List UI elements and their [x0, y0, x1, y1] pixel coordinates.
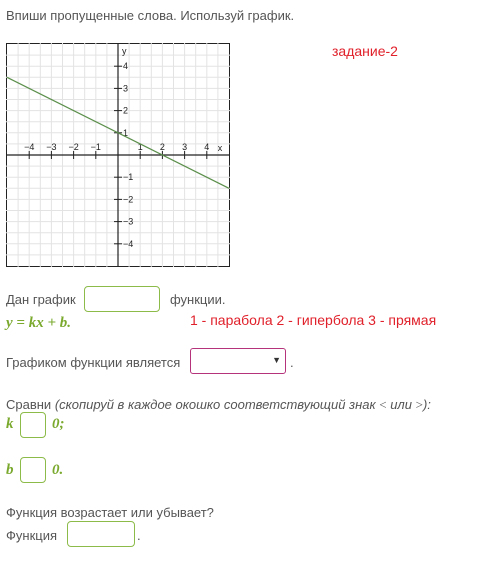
- y-tick-label: 2: [123, 105, 129, 116]
- y-tick-label: −1: [123, 172, 134, 183]
- sign-gt: >: [415, 397, 423, 412]
- k-compare-input[interactable]: [20, 412, 46, 438]
- k-label: k: [6, 416, 14, 432]
- sign-lt: <: [379, 397, 387, 412]
- x-tick-label: −2: [68, 142, 79, 152]
- hint-text: 1 - парабола 2 - гипербола 3 - прямая: [190, 312, 437, 328]
- x-tick-label: 1: [137, 142, 143, 152]
- q3-note-end: ):: [422, 397, 431, 412]
- b-label: b: [6, 462, 14, 478]
- x-axis-label: x: [217, 143, 223, 153]
- q3-prefix: Сравни: [6, 397, 52, 412]
- x-tick-label: 4: [204, 142, 210, 152]
- y-tick-label: −3: [123, 216, 134, 227]
- b-compare-input[interactable]: [20, 457, 46, 483]
- y-axis-label: y: [122, 46, 127, 56]
- x-tick-label: −3: [46, 142, 57, 152]
- q3-line: [6, 397, 431, 413]
- x-tick-label: −4: [24, 142, 35, 152]
- q2-suffix: .: [290, 355, 294, 370]
- instruction-text: Впиши пропущенные слова. Используй график.: [6, 8, 295, 23]
- q2-prefix: Графиком функции является: [6, 355, 181, 370]
- q4-answer-input[interactable]: [67, 521, 135, 547]
- k-tail: 0;: [52, 416, 65, 432]
- x-tick-label: 3: [182, 142, 188, 152]
- q4-question: Функция возрастает или убывает?: [6, 505, 214, 520]
- q3-note: (скопируй в каждое окошко соответствующий знак: [54, 397, 376, 412]
- function-graph: [6, 43, 230, 267]
- x-tick-label: 2: [159, 142, 165, 152]
- q1-suffix: функции.: [170, 292, 226, 307]
- q4-suffix: .: [137, 528, 141, 543]
- x-tick-label: −1: [90, 142, 101, 152]
- q1-prefix: Дан график: [6, 292, 76, 307]
- y-tick-label: −2: [123, 194, 134, 205]
- q1-formula: y = kx + b.: [6, 315, 72, 331]
- q4-prefix: Функция: [6, 528, 57, 543]
- y-tick-label: −4: [123, 238, 134, 249]
- q1-answer-input[interactable]: [84, 286, 160, 312]
- y-tick-label: 1: [123, 127, 129, 138]
- q3-or: или: [390, 397, 412, 412]
- chevron-down-icon: ▼: [272, 355, 281, 365]
- b-tail: 0.: [52, 462, 64, 478]
- task-label: задание-2: [332, 43, 398, 59]
- y-tick-label: 4: [123, 61, 129, 72]
- y-tick-label: 3: [123, 83, 129, 94]
- q2-function-type-select[interactable]: [190, 348, 286, 374]
